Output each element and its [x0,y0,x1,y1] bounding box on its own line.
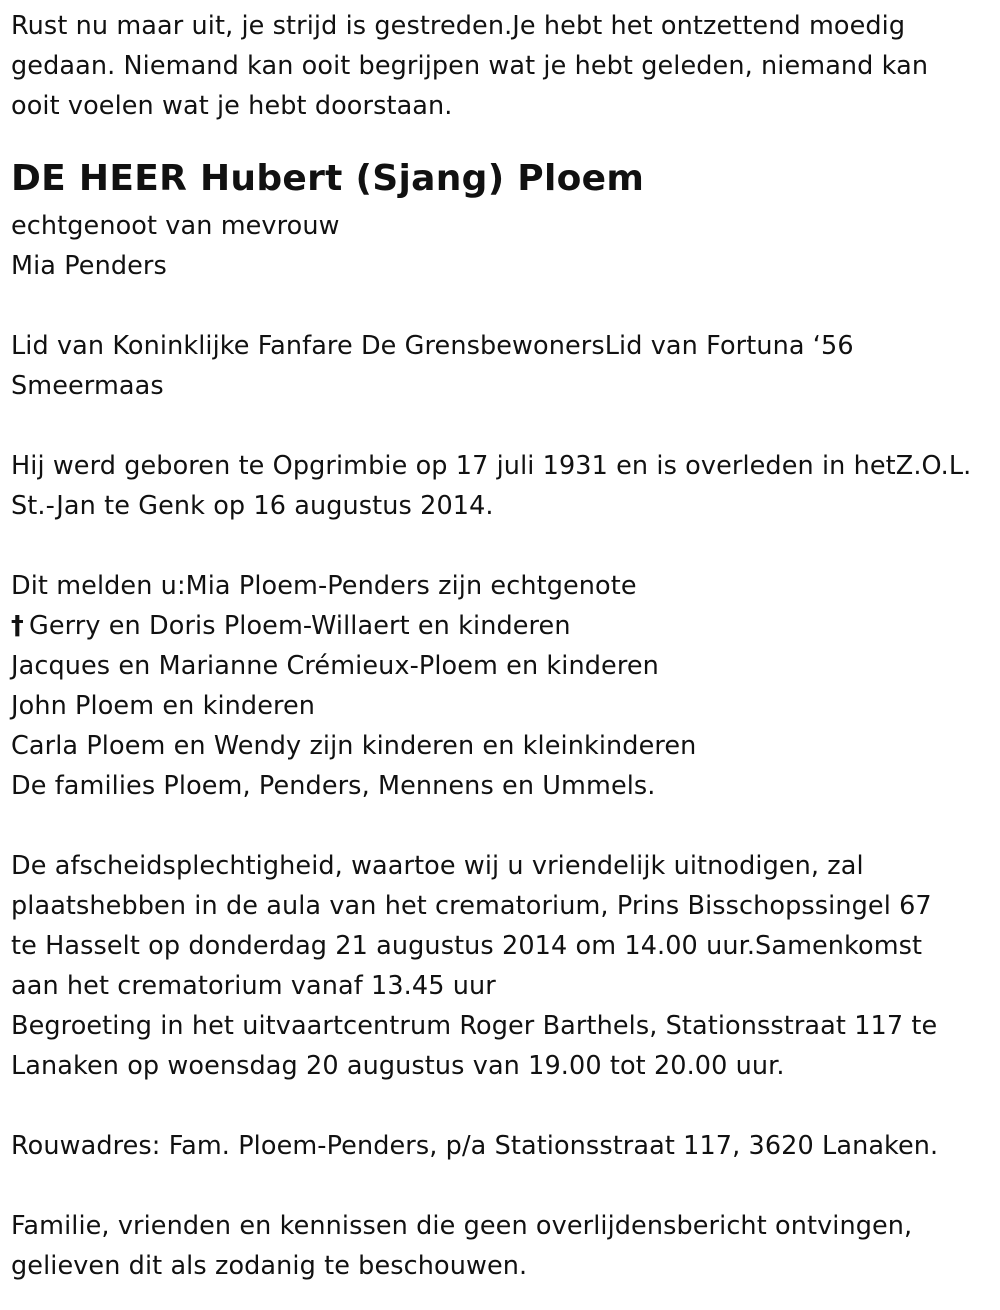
announcers-list [11,566,986,806]
opening-line: gedaan. Niemand kan ooit begrijpen wat je hebt geleden, niemand kan [11,51,929,81]
announcer-line: Jacques en Marianne Crémieux-Ploem en kinderen [11,651,659,681]
spouse-name: Mia Penders [11,251,167,281]
opening-line: ooit voelen wat je hebt doorstaan. [11,91,453,121]
birth-death-line: St.-Jan te Genk op 16 augustus 2014. [11,491,494,521]
announcer-line: John Ploem en kinderen [11,691,316,721]
birth-death-paragraph [11,446,986,526]
ceremony-line: te Hasselt op donderdag 21 augustus 2014 om 14.00 uur.Samenkomst [11,931,923,961]
announcer-line: Dit melden u:Mia Ploem-Penders zijn echtgenote [11,571,637,601]
birth-death-line: Hij werd geboren te Opgrimbie op 17 juli 1931 en is overleden in hetZ.O.L. [11,451,972,481]
spouse-block [11,206,986,286]
announcer-line: Carla Ploem en Wendy zijn kinderen en kleinkinderen [11,731,697,761]
announcer-line-deceased [11,606,986,646]
spouse-line: echtgenoot van mevrouw [11,211,340,241]
ceremony-line: De afscheidsplechtigheid, waartoe wij u vriendelijk uitnodigen, zal [11,851,864,881]
mourning-address: Rouwadres: Fam. Ploem-Penders, p/a Stationsstraat 117, 3620 Lanaken. [11,1131,939,1161]
opening-paragraph [11,6,986,126]
ceremony-paragraph [11,846,986,1086]
ceremony-line: Begroeting in het uitvaartcentrum Roger Barthels, Stationsstraat 117 te [11,1011,938,1041]
closing-line: Familie, vrienden en kennissen die geen overlijdensbericht ontvingen, [11,1211,913,1241]
cross-icon: † [11,611,24,641]
death-notice [11,6,986,1286]
opening-line: Rust nu maar uit, je strijd is gestreden.Je hebt het ontzettend moedig [11,11,906,41]
announcer-text: Gerry en Doris Ploem-Willaert en kinderen [29,611,571,641]
deceased-name-heading: DE HEER Hubert (Sjang) Ploem [11,158,645,199]
closing-paragraph [11,1206,986,1286]
membership-paragraph [11,326,986,406]
closing-line: gelieven dit als zodanig te beschouwen. [11,1251,528,1281]
membership-line: Smeermaas [11,371,164,401]
ceremony-line: Lanaken op woensdag 20 augustus van 19.00 tot 20.00 uur. [11,1051,785,1081]
ceremony-line: plaatshebben in de aula van het crematorium, Prins Bisschopssingel 67 [11,891,932,921]
membership-line: Lid van Koninklijke Fanfare De GrensbewonersLid van Fortuna ‘56 [11,331,854,361]
ceremony-line: aan het crematorium vanaf 13.45 uur [11,971,496,1001]
announcer-line: De families Ploem, Penders, Mennens en Ummels. [11,771,656,801]
